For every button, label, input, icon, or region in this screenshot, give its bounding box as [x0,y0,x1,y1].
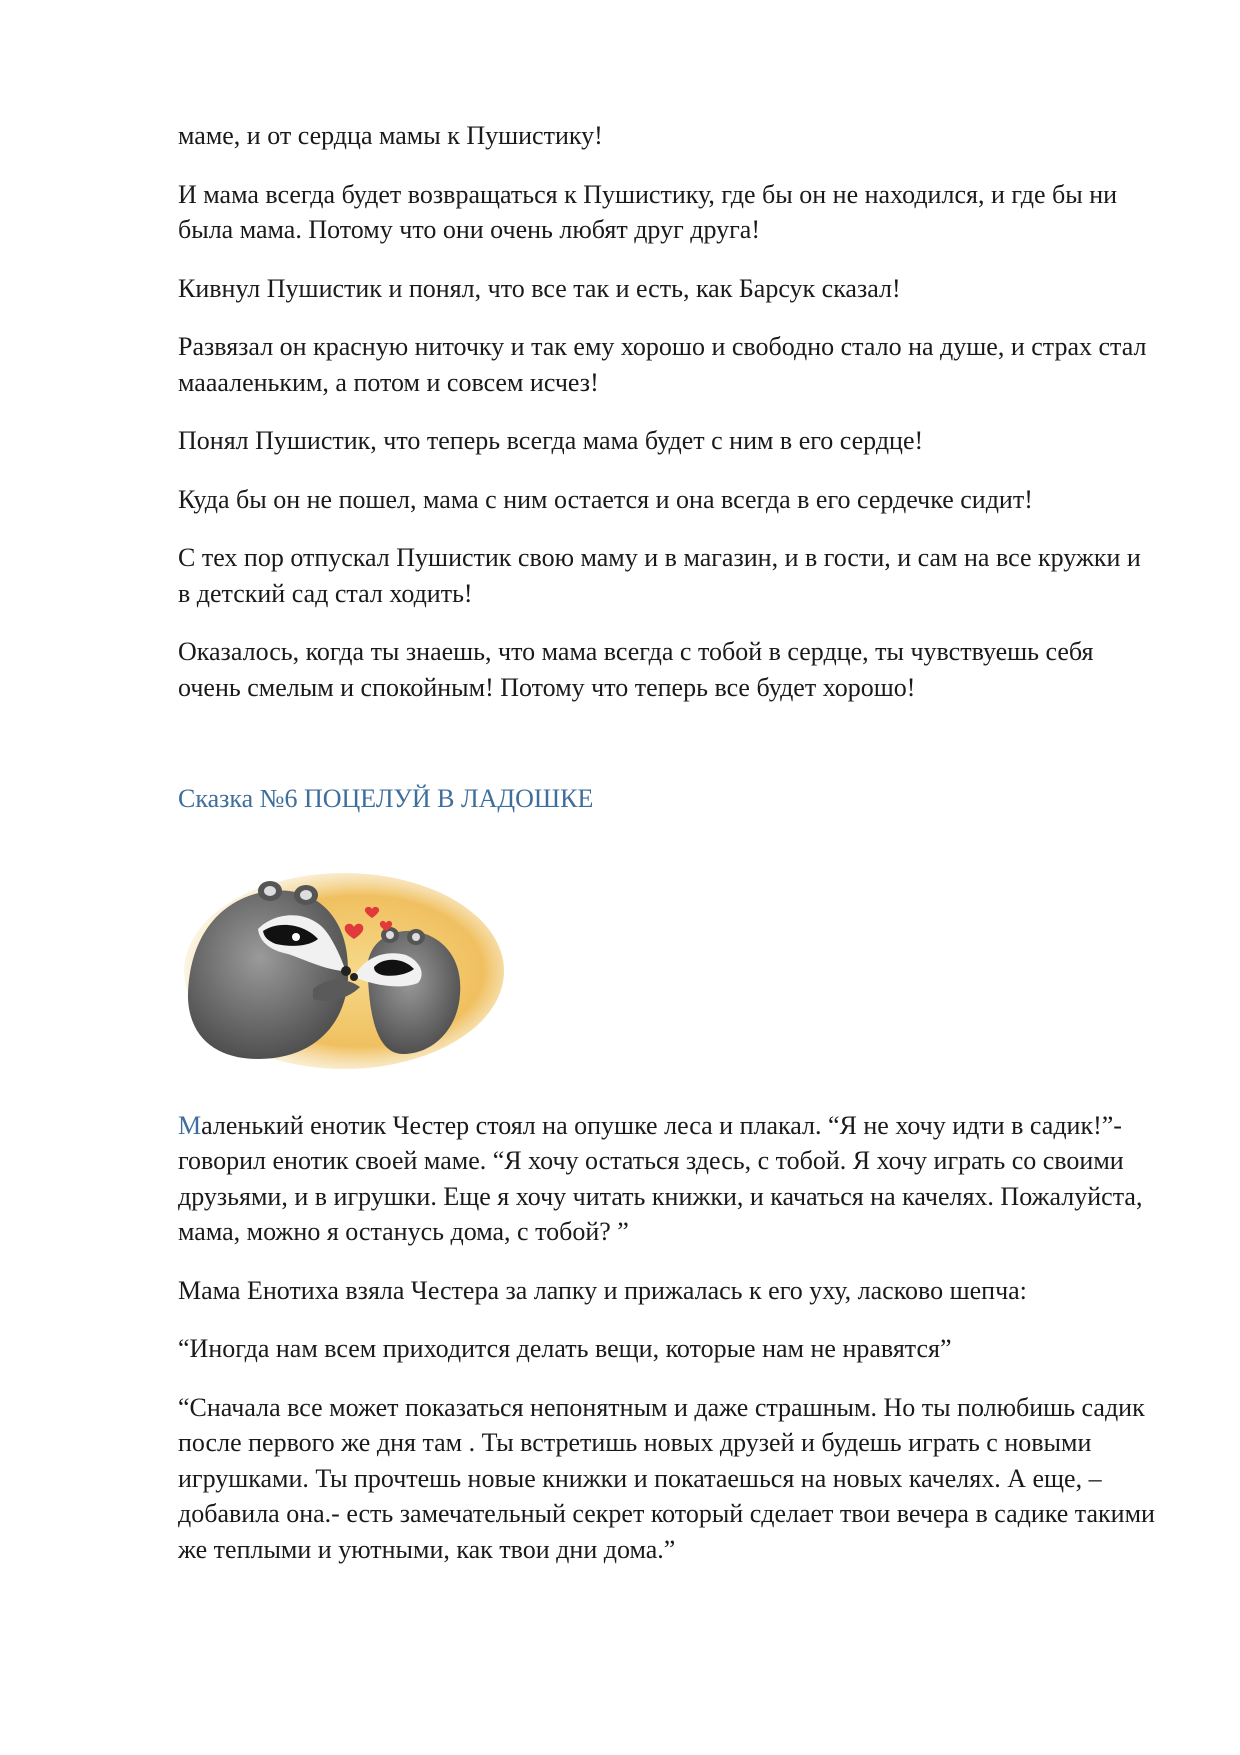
drop-cap: М [178,1110,202,1140]
paragraph: Куда бы он не пошел, мама с ним остается и она всегда в его сердечке сидит! [178,484,1033,514]
paragraph: И мама всегда будет возвращаться к Пушистику, где бы он не находился, и где бы ни была мама. Потому что они очень любят друг друга! [178,179,1118,244]
paragraph: С тех пор отпускал Пушистик свою маму и в магазин, и в гости, и сам на все кружки и в детский сад стал ходить! [178,543,1141,608]
paragraph: Оказалось, когда ты знаешь, что мама всегда с тобой в сердце, ты чувствуешь себя очень смелым и спокойным! Потому что теперь все будет хорошо! [178,637,1094,702]
paragraph: “Сначала все может показаться непонятным и даже страшным. Но ты полюбишь садик после первого же дня там . Ты встретишь новых друзей и будешь играть с новыми игрушками. Ты прочтешь новые книжки и покатаешься на новых качелях. А еще, – добавила она.- есть замечательный секрет который сделает твои вечера в садике такими же теплыми и уютными, как твои дни дома.” [178,1392,1155,1564]
paragraph: Кивнул Пушистик и понял, что все так и есть, как Барсук сказал! [178,273,901,303]
document-page [178,118,1158,1590]
paragraph: Понял Пушистик, что теперь всегда мама будет с ним в его сердце! [178,426,924,455]
story-paragraph-text: аленький енотик Честер стоял на опушке леса и плакал. “Я не хочу идти в садик!”- говорил енотик своей маме. “Я хочу остаться здесь, с тобой. Я хочу играть со своими друзьями, и в игрушки. Еще я хочу читать книжки, и качаться на качелях. Пожалуйста, мама, можно я останусь дома, с тобой? ” [178,1110,1143,1246]
paragraph: Мама Енотиха взяла Честера за лапку и прижалась к его уху, ласково шепча: [178,1275,1027,1305]
paragraph: маме, и от сердца мамы к Пушистику! [178,121,603,150]
raccoon-illustration [178,859,510,1075]
raccoon-mother-and-child-icon [178,859,510,1075]
paragraph: “Иногда нам всем приходится делать вещи, которые нам не нравятся” [178,1334,952,1363]
story-paragraph [178,1108,1158,1250]
story-heading: Сказка №6 ПОЦЕЛУЙ В ЛАДОШКЕ [178,784,594,813]
paragraph: Развязал он красную ниточку и так ему хорошо и свободно стало на душе, и страх стал маааленьким, а потом и совсем исчез! [178,332,1147,397]
